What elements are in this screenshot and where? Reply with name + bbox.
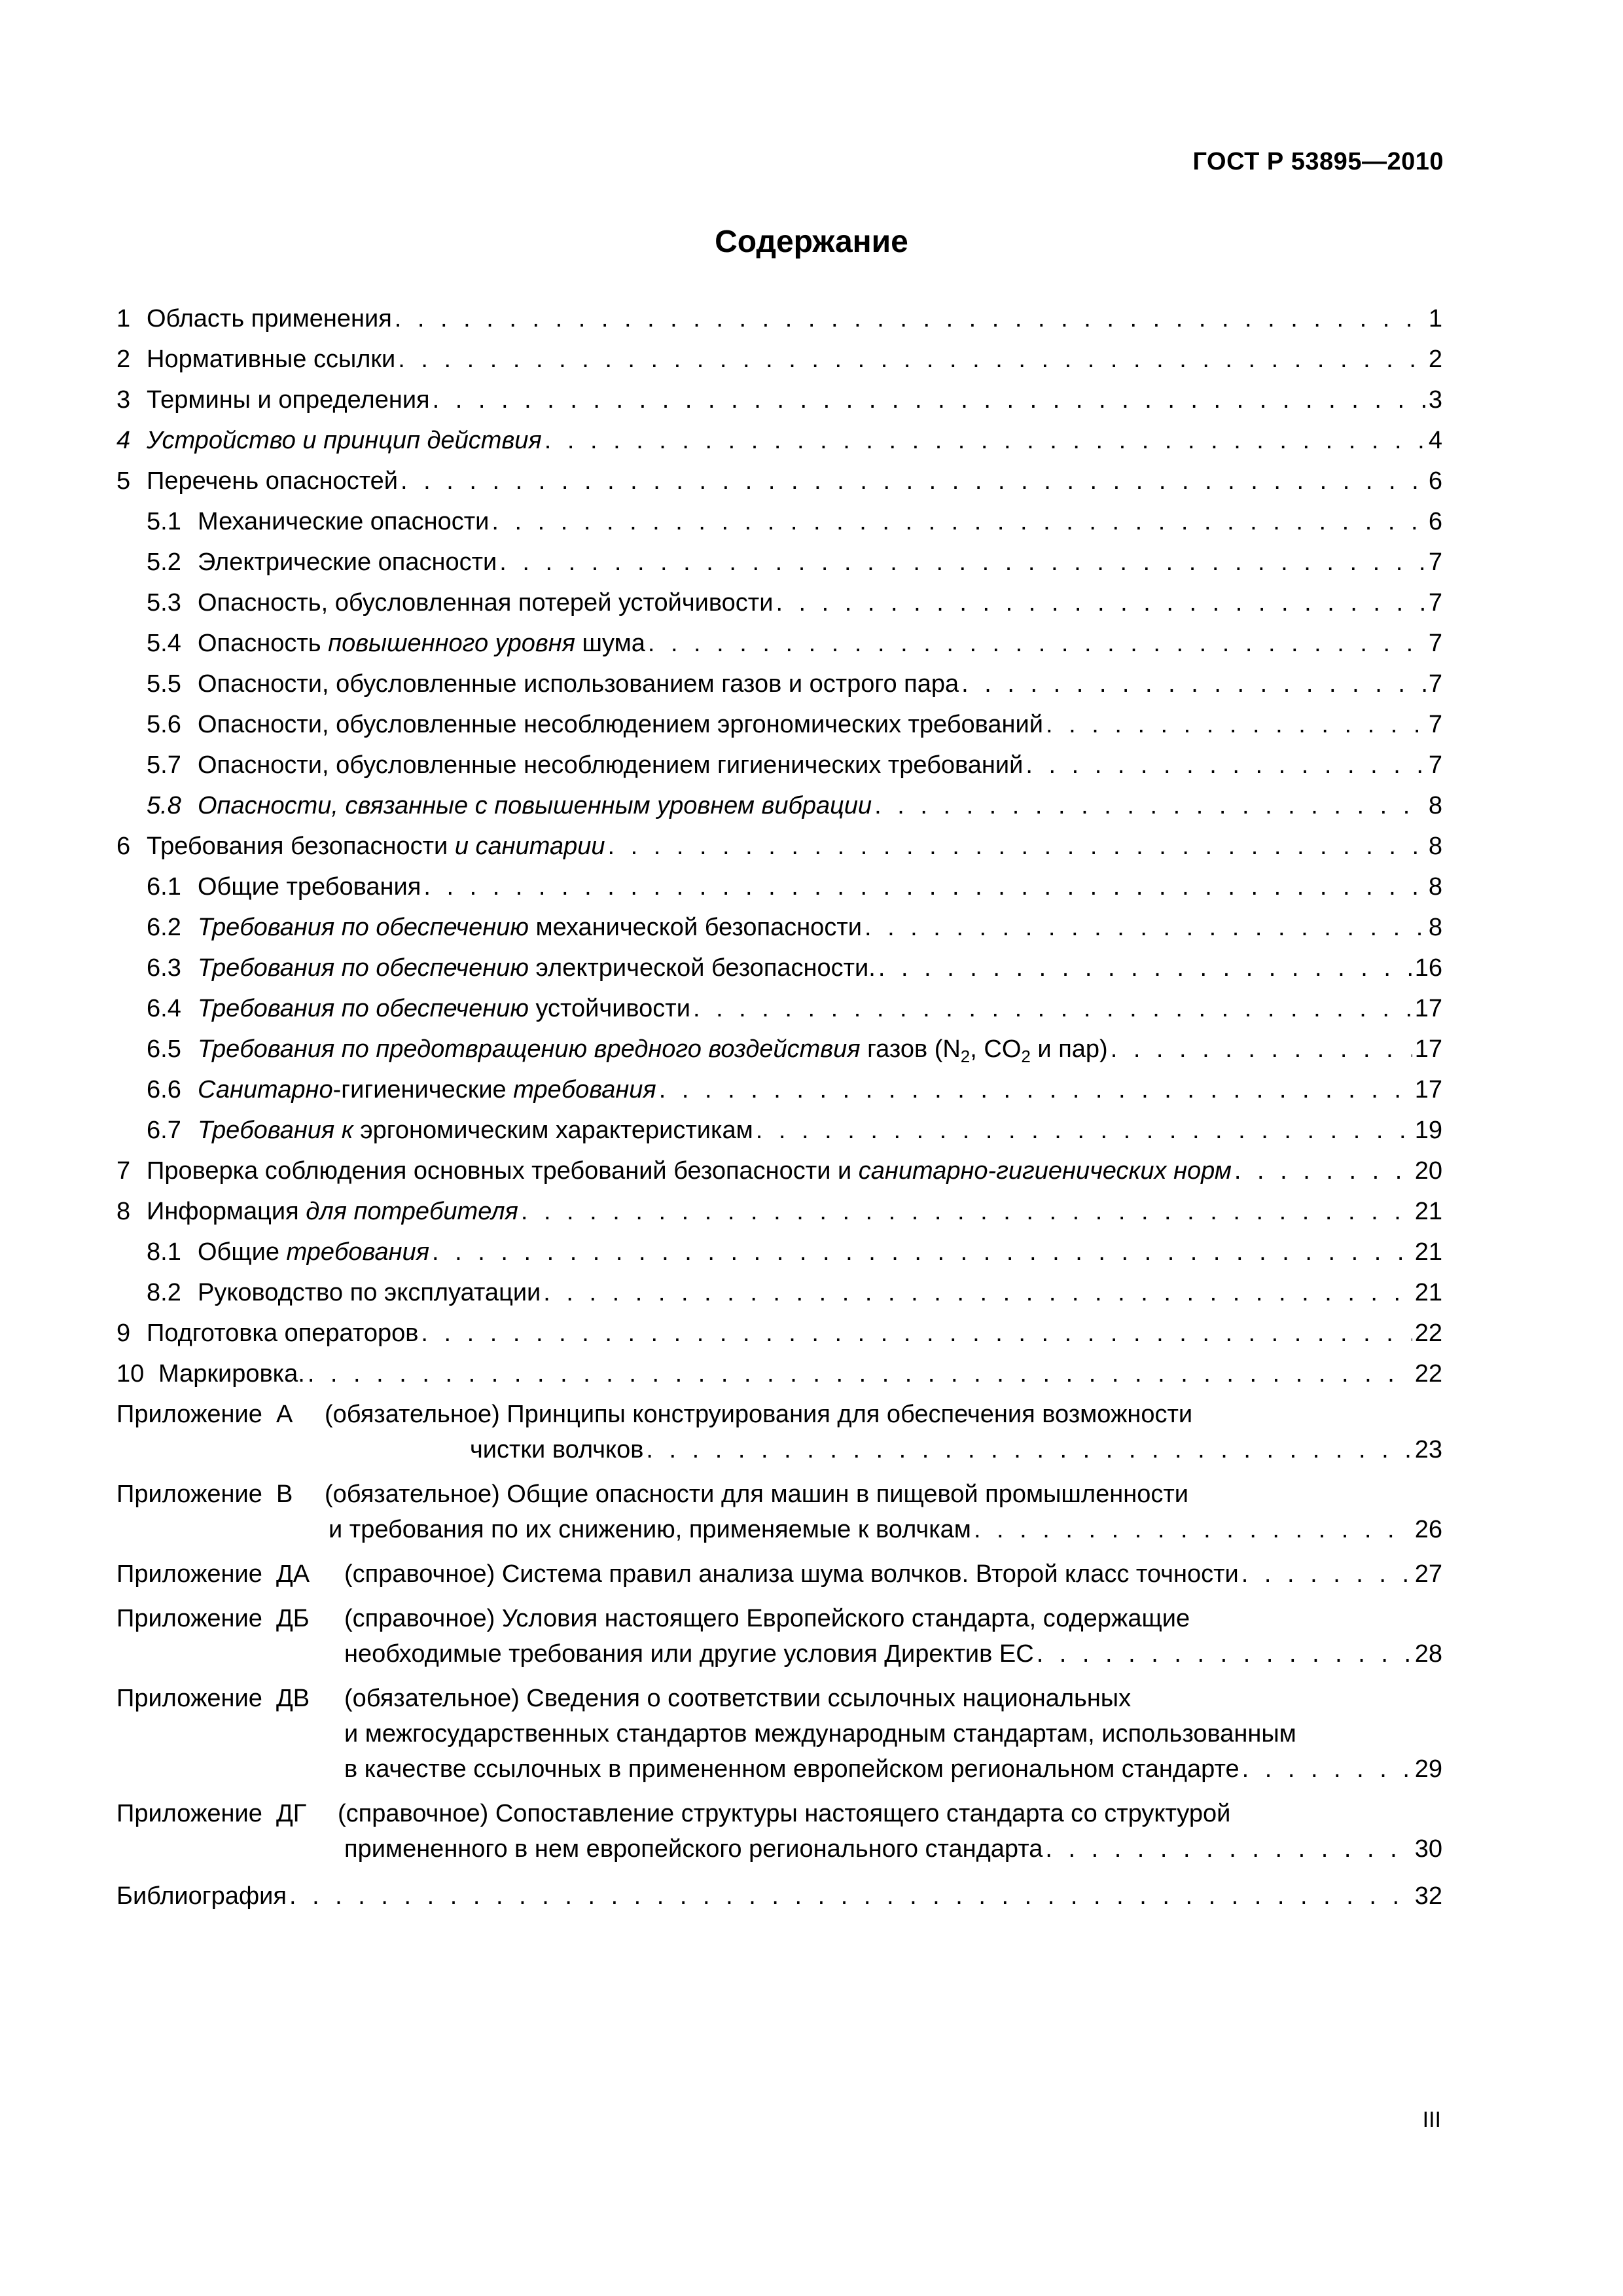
toc-entry-label-part: шума <box>575 630 645 657</box>
toc-entry[interactable] <box>116 1308 1442 1348</box>
toc-entry-label <box>158 1359 305 1389</box>
toc-entry[interactable] <box>116 1348 1442 1389</box>
toc-page-number: 2 <box>1428 346 1442 373</box>
toc-page-number: 1 <box>1428 305 1442 332</box>
dot-leader <box>543 1278 1412 1308</box>
toc-entry-label-part: Общие <box>198 1238 287 1266</box>
toc-entry-label-part: Требования по обеспечению <box>198 995 529 1022</box>
toc-entry[interactable] <box>116 861 1442 902</box>
toc-entry-label-part: Опасности, обусловленные несоблюдением эргономических требований <box>198 711 1043 738</box>
toc-page-number: 30 <box>1414 1835 1442 1863</box>
dot-leader <box>289 1881 1412 1911</box>
toc-page-number: 3 <box>1428 386 1442 414</box>
dot-leader <box>874 791 1426 821</box>
toc-entry-label: Библиография <box>116 1882 287 1910</box>
toc-page-number: 19 <box>1414 1117 1442 1144</box>
toc-page-number: 8 <box>1428 833 1442 860</box>
toc-entry-label-part: Механические опасности <box>198 508 490 535</box>
toc-entry-label-part: и пар) <box>1030 1035 1108 1063</box>
appendix-title-text: и межгосударственных стандартов международным стандартам, использованным <box>344 1720 1296 1748</box>
toc-entry[interactable] <box>116 942 1442 983</box>
page-title: Содержание <box>715 224 908 259</box>
dot-leader <box>308 1359 1412 1389</box>
dot-leader <box>499 547 1426 577</box>
toc-entry[interactable] <box>116 618 1442 658</box>
document-code: ГОСТ Р 53895—2010 <box>1192 148 1444 175</box>
toc-entry-number: 5.5 <box>147 670 181 698</box>
toc-entry-number: 4 <box>116 427 131 454</box>
dot-leader <box>1242 1754 1412 1784</box>
appendix-line <box>116 1509 1442 1545</box>
appendix-title-text: (обязательное) Сведения о соответствии ссылочных национальных <box>344 1685 1132 1712</box>
toc-entry[interactable] <box>116 496 1442 537</box>
toc-entry-label-part: Руководство по эксплуатации <box>198 1279 541 1306</box>
toc-entry[interactable] <box>116 658 1442 699</box>
dot-leader <box>1241 1559 1412 1589</box>
toc-page-number: 7 <box>1428 589 1442 617</box>
toc-entry-label-part: Нормативные ссылки <box>147 346 396 373</box>
toc-entry-label-part: , CO <box>970 1035 1022 1063</box>
dot-leader <box>776 588 1425 618</box>
toc-page-number: 8 <box>1428 873 1442 901</box>
toc-entry-label-part: Электрические опасности <box>198 548 497 576</box>
toc-entry-label <box>198 628 645 658</box>
toc-entry-label <box>147 304 392 334</box>
toc-page-number: 7 <box>1428 751 1442 779</box>
toc-entry-number: 2 <box>116 346 131 373</box>
toc-entry-label <box>198 994 690 1024</box>
appendix-title-text: чистки волчков <box>470 1436 644 1463</box>
dot-leader <box>433 385 1426 415</box>
toc-entry-label-part: электрической безопасности. <box>528 954 876 982</box>
appendix-line <box>116 1598 1442 1634</box>
toc-appendix[interactable] <box>116 1394 1442 1465</box>
table-of-contents <box>116 293 1442 1911</box>
toc-page-number: 32 <box>1414 1882 1442 1910</box>
toc-entry-label-part: Область применения <box>147 305 392 332</box>
appendix-line <box>116 1749 1442 1784</box>
toc-entry-label-part: Опасности, связанные с повышенным уровнем вибрации <box>198 792 872 819</box>
toc-entry[interactable] <box>116 983 1442 1024</box>
toc-entry[interactable] <box>116 1267 1442 1308</box>
toc-entry-label <box>147 1196 518 1227</box>
dot-leader <box>974 1515 1412 1545</box>
toc-entry-label-part: Термины и определения <box>147 386 430 414</box>
toc-entry-label-part: Перечень опасностей <box>147 467 399 495</box>
toc-entry[interactable] <box>116 740 1442 780</box>
toc-entry-number: 7 <box>116 1157 131 1185</box>
toc-page-number: 8 <box>1428 914 1442 941</box>
dot-leader <box>756 1115 1412 1145</box>
appendix-title-text: (справочное) Система правил анализа шума волчков. Второй класс точности <box>344 1560 1239 1588</box>
toc-entry-label-part: Подготовка операторов <box>147 1319 419 1347</box>
toc-sections <box>116 293 1442 1389</box>
toc-entry-label <box>147 466 398 496</box>
toc-entry-label-part: санитарно-гигиенических норм <box>858 1157 1232 1185</box>
appendix-title-text: необходимые требования или другие условия Директив ЕС <box>344 1640 1034 1668</box>
toc-entry-label-part: Опасности, обусловленные несоблюдением гигиенических требований <box>198 751 1024 779</box>
toc-page-number: 27 <box>1414 1560 1442 1588</box>
toc-appendix[interactable] <box>116 1554 1442 1589</box>
dot-leader <box>1111 1034 1412 1064</box>
toc-entry-label-part: Маркировка. <box>158 1360 305 1388</box>
toc-entry[interactable] <box>116 374 1442 415</box>
dot-leader <box>1037 1639 1412 1669</box>
toc-entry-label <box>198 507 489 537</box>
toc-entry-number: 6.5 <box>147 1035 181 1063</box>
appendix-label: Приложение В <box>116 1480 293 1508</box>
toc-entry-label-part: 2 <box>960 1047 971 1066</box>
toc-entry[interactable] <box>116 334 1442 374</box>
toc-entry[interactable] <box>116 699 1442 740</box>
toc-entry-label-part: -гигиенические <box>332 1076 514 1103</box>
toc-entry-label-part: Устройство и принцип действия <box>147 427 542 454</box>
toc-page-number: 28 <box>1414 1640 1442 1668</box>
toc-entry-label <box>198 872 421 902</box>
appendix-line <box>116 1713 1442 1749</box>
toc-entry[interactable] <box>116 537 1442 577</box>
toc-entry[interactable] <box>116 577 1442 618</box>
toc-entry[interactable] <box>116 456 1442 496</box>
appendix-line <box>116 1829 1442 1864</box>
appendix-title-text: (справочное) Сопоставление структуры настоящего стандарта со структурой <box>338 1800 1231 1827</box>
toc-entry[interactable] <box>116 293 1442 334</box>
appendix-label: Приложение А <box>116 1401 293 1428</box>
dot-leader <box>432 1237 1412 1267</box>
dot-leader <box>401 466 1426 496</box>
toc-entry-label <box>198 1278 541 1308</box>
dot-leader <box>544 425 1426 456</box>
toc-entry-number: 9 <box>116 1319 131 1347</box>
toc-page-number: 16 <box>1414 954 1442 982</box>
dot-leader <box>421 1318 1412 1348</box>
dot-leader <box>1234 1156 1412 1186</box>
toc-entry-label-part: Санитарно <box>198 1076 333 1103</box>
toc-appendix[interactable] <box>116 1678 1442 1784</box>
toc-entry-number: 8.1 <box>147 1238 181 1266</box>
toc-entry-label <box>147 385 430 415</box>
toc-entry-label-part: для потребителя <box>306 1198 518 1225</box>
toc-entry-number: 5.7 <box>147 751 181 779</box>
toc-page-number: 6 <box>1428 467 1442 495</box>
toc-entry-number: 8.2 <box>147 1279 181 1306</box>
toc-entry-number: 5.6 <box>147 711 181 738</box>
toc-page-number: 26 <box>1414 1516 1442 1543</box>
toc-page-number: 20 <box>1414 1157 1442 1185</box>
toc-entry-label-part: Требования по предотвращению вредного воздействия <box>198 1035 861 1063</box>
dot-leader <box>395 304 1426 334</box>
dot-leader <box>1046 709 1426 740</box>
toc-entry-label-part: устойчивости <box>528 995 690 1022</box>
toc-entry-label <box>198 1075 656 1105</box>
dot-leader <box>693 994 1412 1024</box>
toc-entry[interactable] <box>116 1145 1442 1186</box>
appendix-title-text: (справочное) Условия настоящего Европейского стандарта, содержащие <box>344 1605 1190 1632</box>
toc-entry-label-part: Опасность <box>198 630 329 657</box>
toc-page-number: 29 <box>1414 1755 1442 1783</box>
toc-page-number: 7 <box>1428 670 1442 698</box>
toc-entry-label <box>198 750 1023 780</box>
toc-page-number: 21 <box>1414 1198 1442 1225</box>
toc-entry-label-part: повышенного уровня <box>328 630 575 657</box>
toc-entry[interactable] <box>116 1186 1442 1227</box>
toc-page-number: 7 <box>1428 630 1442 657</box>
appendix-line <box>116 1474 1442 1509</box>
toc-entry[interactable] <box>116 1024 1442 1064</box>
toc-entry-number: 10 <box>116 1360 145 1388</box>
dot-leader <box>648 628 1426 658</box>
appendix-line <box>116 1429 1442 1465</box>
appendix-line <box>116 1554 1442 1589</box>
toc-page-number: 17 <box>1414 1076 1442 1103</box>
dot-leader <box>491 507 1425 537</box>
dot-leader <box>398 344 1426 374</box>
toc-page-number: 21 <box>1414 1238 1442 1266</box>
toc-entry-number: 6.4 <box>147 995 181 1022</box>
toc-appendix[interactable] <box>116 1598 1442 1669</box>
dot-leader <box>1026 750 1426 780</box>
toc-entry-label <box>147 344 395 374</box>
appendix-title-text: (обязательное) Принципы конструирования для обеспечения возможности <box>325 1401 1193 1428</box>
toc-entry-label-part: Требования к <box>198 1117 353 1144</box>
appendix-title-text: в качестве ссылочных в примененном европейском региональном стандарте <box>344 1755 1240 1783</box>
toc-entry-label-part: газов (N <box>860 1035 961 1063</box>
toc-entry-label-part: требования <box>513 1076 656 1103</box>
toc-entry-label <box>198 1034 1108 1064</box>
page-number: III <box>1422 2108 1441 2132</box>
dot-leader <box>521 1196 1412 1227</box>
toc-entry-number: 1 <box>116 305 131 332</box>
toc-page-number: 22 <box>1414 1360 1442 1388</box>
dot-leader <box>878 953 1412 983</box>
toc-entry[interactable] <box>116 1064 1442 1105</box>
toc-page-number: 7 <box>1428 711 1442 738</box>
appendix-title-text: примененного в нем европейского регионального стандарта <box>344 1835 1043 1863</box>
toc-entry-label <box>198 588 773 618</box>
toc-appendix[interactable] <box>116 1474 1442 1545</box>
toc-entry-label <box>198 1237 429 1267</box>
toc-entry-number: 5.3 <box>147 589 181 617</box>
dot-leader <box>607 831 1425 861</box>
toc-entry-label <box>198 791 872 821</box>
toc-entry-label <box>198 953 876 983</box>
toc-page-number: 23 <box>1414 1436 1442 1463</box>
dot-leader <box>659 1075 1412 1105</box>
toc-entry-label-part: требования <box>286 1238 429 1266</box>
toc-entry-number: 5.1 <box>147 508 181 535</box>
toc-entry-label-part: Проверка соблюдения основных требований безопасности и <box>147 1157 859 1185</box>
toc-entry-number: 6.1 <box>147 873 181 901</box>
toc-bibliography[interactable] <box>116 1873 1442 1911</box>
toc-page-number: 17 <box>1414 1035 1442 1063</box>
toc-page-number: 17 <box>1414 995 1442 1022</box>
toc-entry-number: 3 <box>116 386 131 414</box>
toc-entry-label-part: 2 <box>1021 1047 1031 1066</box>
toc-entry[interactable] <box>116 780 1442 821</box>
appendix-label: Приложение ДГ <box>116 1800 307 1827</box>
toc-entry-label <box>147 1318 418 1348</box>
toc-page-number: 6 <box>1428 508 1442 535</box>
appendix-line <box>116 1793 1442 1829</box>
toc-page-number: 22 <box>1414 1319 1442 1347</box>
toc-page-number: 21 <box>1414 1279 1442 1306</box>
toc-page-number: 4 <box>1428 427 1442 454</box>
toc-entry-number: 5.4 <box>147 630 181 657</box>
toc-entry-number: 5.8 <box>147 792 181 819</box>
toc-entry-label-part: механической безопасности <box>528 914 862 941</box>
toc-entry-label <box>198 912 862 942</box>
toc-appendix[interactable] <box>116 1793 1442 1864</box>
toc-page-number: 8 <box>1428 792 1442 819</box>
toc-entry-label <box>147 1156 1232 1186</box>
toc-entry[interactable] <box>116 821 1442 861</box>
appendix-title-text: (обязательное) Общие опасности для машин в пищевой промышленности <box>325 1480 1188 1508</box>
toc-entry-label-part: Информация <box>147 1198 306 1225</box>
toc-entry-label <box>198 1115 753 1145</box>
toc-entry-label-part: Требования по обеспечению <box>198 954 529 982</box>
toc-entry-label-part: Требования по обеспечению <box>198 914 529 941</box>
appendix-label: Приложение ДА <box>116 1560 310 1588</box>
appendix-label: Приложение ДБ <box>116 1605 310 1632</box>
appendix-line <box>116 1394 1442 1429</box>
dot-leader <box>1045 1834 1412 1864</box>
appendix-label: Приложение ДВ <box>116 1685 310 1712</box>
toc-entry-label <box>198 709 1043 740</box>
toc-entry-number: 6.7 <box>147 1117 181 1144</box>
appendix-title-text: и требования по их снижению, применяемые к волчкам <box>329 1516 971 1543</box>
toc-entry-number: 6.2 <box>147 914 181 941</box>
toc-entry-number: 6.6 <box>147 1076 181 1103</box>
toc-entry-number: 6 <box>116 833 131 860</box>
toc-entry-number: 6.3 <box>147 954 181 982</box>
toc-entry-label-part: Опасности, обусловленные использованием газов и острого пара <box>198 670 959 698</box>
toc-entry-label-part: Общие требования <box>198 873 421 901</box>
dot-leader <box>646 1435 1412 1465</box>
toc-entry-number: 5 <box>116 467 131 495</box>
dot-leader <box>961 669 1426 699</box>
toc-entry-label <box>198 669 959 699</box>
dot-leader <box>865 912 1426 942</box>
dot-leader <box>423 872 1426 902</box>
toc-entry-number: 5.2 <box>147 548 181 576</box>
toc-entry-label <box>147 831 605 861</box>
toc-entry-label-part: и санитарии <box>454 833 605 860</box>
toc-entry-number: 8 <box>116 1198 131 1225</box>
toc-entry-label-part: эргономическим характеристикам <box>353 1117 753 1144</box>
toc-entry[interactable] <box>116 1227 1442 1267</box>
toc-entry[interactable] <box>116 902 1442 942</box>
toc-entry[interactable] <box>116 415 1442 456</box>
toc-page-number: 7 <box>1428 548 1442 576</box>
appendix-line <box>116 1634 1442 1669</box>
appendix-line <box>116 1678 1442 1713</box>
toc-entry-label-part: Опасность, обусловленная потерей устойчивости <box>198 589 774 617</box>
toc-appendices <box>116 1394 1442 1864</box>
toc-entry[interactable] <box>116 1105 1442 1145</box>
toc-entry-label-part: Требования безопасности <box>147 833 455 860</box>
toc-entry-label <box>198 547 497 577</box>
toc-entry-label <box>147 425 542 456</box>
